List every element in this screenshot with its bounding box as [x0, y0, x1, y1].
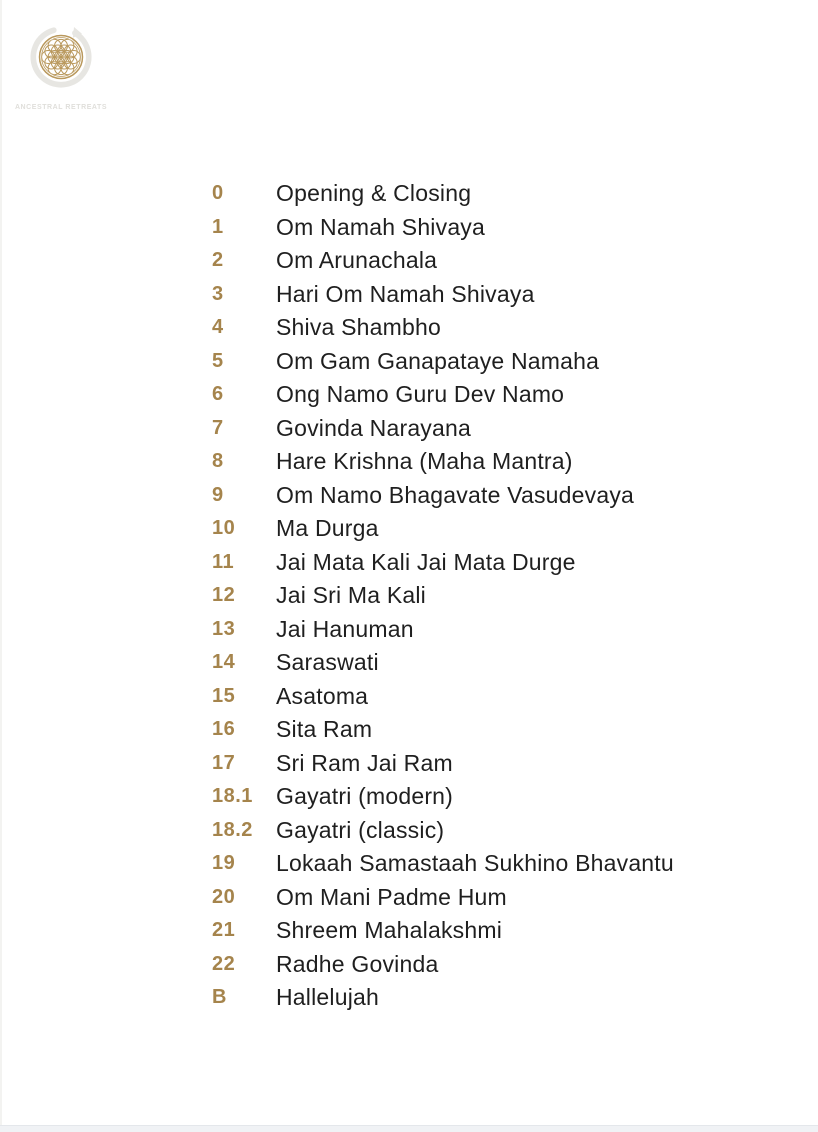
track-title: Om Gam Ganapataye Namaha [276, 347, 600, 374]
list-item [212, 847, 772, 881]
track-number: 3 [212, 282, 224, 305]
track-title: Om Namah Shivaya [276, 213, 485, 240]
list-item [212, 646, 772, 680]
track-list [212, 177, 772, 1015]
track-title: Ong Namo Guru Dev Namo [276, 381, 565, 408]
track-title: Hallelujah [276, 984, 380, 1011]
track-number: 13 [212, 617, 236, 640]
track-number: 5 [212, 349, 224, 372]
track-number: 20 [212, 885, 236, 908]
track-title: Jai Sri Ma Kali [276, 582, 426, 609]
track-number: 14 [212, 651, 236, 674]
list-item [212, 713, 772, 747]
track-number: 22 [212, 952, 236, 975]
list-item [212, 479, 772, 513]
track-title: Saraswati [276, 649, 379, 676]
track-number: 10 [212, 517, 236, 540]
track-title: Opening & Closing [276, 180, 472, 207]
track-title: Sri Ram Jai Ram [276, 749, 453, 776]
track-title: Radhe Govinda [276, 950, 439, 977]
track-title: Om Arunachala [276, 247, 438, 274]
track-number: 12 [212, 584, 236, 607]
track-number: 15 [212, 684, 236, 707]
track-number: 18.1 [212, 785, 253, 808]
track-title: Lokaah Samastaah Sukhino Bhavantu [276, 850, 674, 877]
track-number: 18.2 [212, 818, 253, 841]
list-item [212, 981, 772, 1015]
track-title: Shreem Mahalakshmi [276, 917, 503, 944]
track-number: 7 [212, 416, 224, 439]
list-item [212, 914, 772, 948]
track-title: Shiva Shambho [276, 314, 441, 341]
track-number: 21 [212, 919, 236, 942]
list-item [212, 412, 772, 446]
track-number: 0 [212, 182, 224, 205]
list-item [212, 244, 772, 278]
track-title: Gayatri (classic) [276, 816, 445, 843]
flower-of-life-icon [18, 14, 104, 100]
list-item [212, 747, 772, 781]
track-number: 9 [212, 483, 224, 506]
track-number: 4 [212, 316, 224, 339]
track-number: 11 [212, 550, 235, 573]
list-item [212, 814, 772, 848]
track-number: 16 [212, 718, 236, 741]
track-number: B [212, 986, 227, 1009]
track-number: 19 [212, 852, 236, 875]
list-item [212, 579, 772, 613]
track-number: 17 [212, 751, 236, 774]
track-number: 6 [212, 383, 224, 406]
list-item [212, 881, 772, 915]
list-item [212, 211, 772, 245]
track-title: Jai Mata Kali Jai Mata Durge [276, 548, 576, 575]
page-left-edge [0, 0, 2, 1132]
track-title: Asatoma [276, 682, 369, 709]
list-item [212, 378, 772, 412]
viewer-background-strip [0, 1125, 818, 1132]
track-title: Om Mani Padme Hum [276, 883, 507, 910]
brand-name: ANCESTRAL RETREATS [14, 104, 108, 111]
list-item [212, 680, 772, 714]
track-number: 2 [212, 249, 224, 272]
track-title: Hari Om Namah Shivaya [276, 280, 535, 307]
track-title: Jai Hanuman [276, 615, 414, 642]
track-title: Ma Durga [276, 515, 379, 542]
track-title: Gayatri (modern) [276, 783, 454, 810]
list-item [212, 512, 772, 546]
track-number: 1 [212, 215, 224, 238]
track-title: Sita Ram [276, 716, 373, 743]
list-item [212, 177, 772, 211]
list-item [212, 278, 772, 312]
list-item [212, 445, 772, 479]
track-title: Om Namo Bhagavate Vasudevaya [276, 481, 635, 508]
track-number: 8 [212, 450, 224, 473]
list-item [212, 613, 772, 647]
list-item [212, 780, 772, 814]
brand-logo [6, 14, 116, 111]
list-item [212, 948, 772, 982]
track-title: Govinda Narayana [276, 414, 471, 441]
list-item [212, 311, 772, 345]
list-item [212, 345, 772, 379]
list-item [212, 546, 772, 580]
track-title: Hare Krishna (Maha Mantra) [276, 448, 573, 475]
